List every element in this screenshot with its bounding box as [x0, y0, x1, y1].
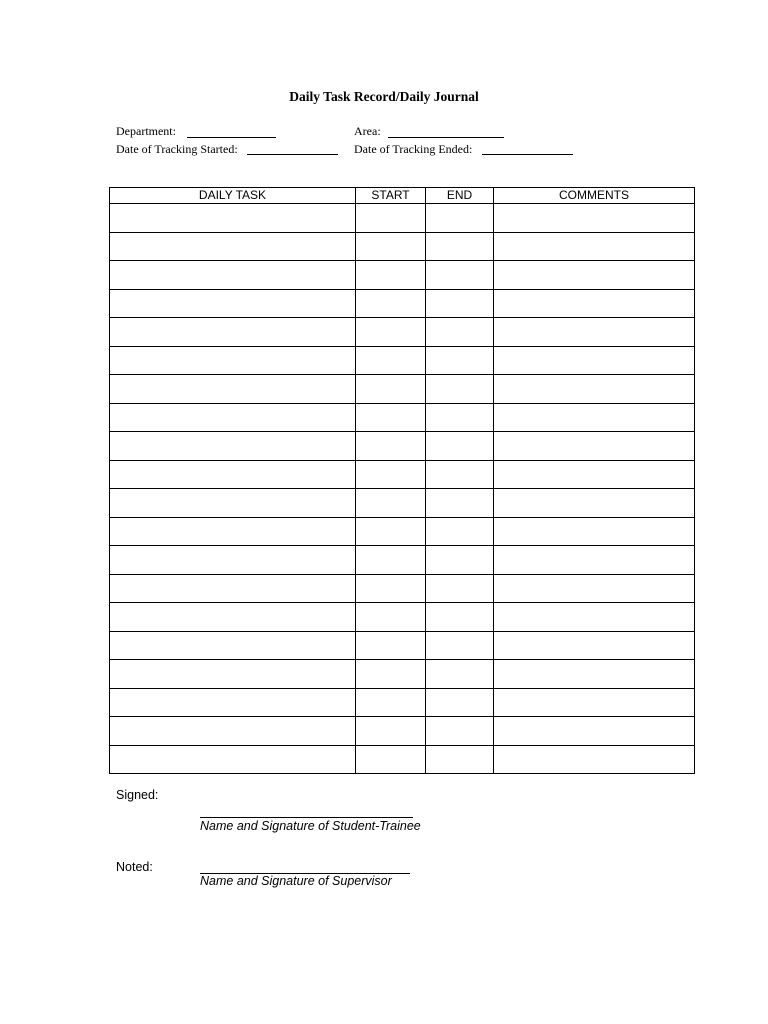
- date-ended-label: Date of Tracking Ended:: [354, 142, 473, 156]
- daily-task-cell[interactable]: [110, 289, 356, 318]
- table-row: [110, 660, 695, 689]
- start-cell[interactable]: [356, 489, 426, 518]
- start-cell[interactable]: [356, 660, 426, 689]
- comments-cell[interactable]: [494, 318, 695, 347]
- comments-cell[interactable]: [494, 232, 695, 261]
- end-cell[interactable]: [426, 517, 494, 546]
- table-header-row: [110, 188, 695, 204]
- daily-task-cell[interactable]: [110, 517, 356, 546]
- date-ended-field[interactable]: [482, 154, 573, 155]
- start-cell[interactable]: [356, 603, 426, 632]
- end-cell[interactable]: [426, 403, 494, 432]
- table-row: [110, 232, 695, 261]
- daily-task-cell[interactable]: [110, 375, 356, 404]
- table-row: [110, 403, 695, 432]
- start-cell[interactable]: [356, 688, 426, 717]
- end-cell[interactable]: [426, 204, 494, 233]
- daily-task-cell[interactable]: [110, 432, 356, 461]
- daily-task-cell[interactable]: [110, 460, 356, 489]
- table-row: [110, 603, 695, 632]
- end-cell[interactable]: [426, 232, 494, 261]
- table-row: [110, 517, 695, 546]
- comments-cell[interactable]: [494, 261, 695, 290]
- end-cell[interactable]: [426, 432, 494, 461]
- start-cell[interactable]: [356, 546, 426, 575]
- end-cell[interactable]: [426, 460, 494, 489]
- comments-cell[interactable]: [494, 660, 695, 689]
- table-row: [110, 204, 695, 233]
- student-signature-caption: Name and Signature of Student-Trainee: [200, 819, 421, 833]
- end-cell[interactable]: [426, 261, 494, 290]
- start-cell[interactable]: [356, 375, 426, 404]
- start-cell[interactable]: [356, 346, 426, 375]
- end-cell[interactable]: [426, 688, 494, 717]
- start-cell[interactable]: [356, 403, 426, 432]
- comments-cell[interactable]: [494, 688, 695, 717]
- area-field[interactable]: [388, 137, 504, 138]
- comments-cell[interactable]: [494, 574, 695, 603]
- comments-cell[interactable]: [494, 546, 695, 575]
- column-header-end: END: [426, 188, 494, 204]
- table-row: [110, 261, 695, 290]
- column-header-comments: COMMENTS: [494, 188, 695, 204]
- start-cell[interactable]: [356, 745, 426, 774]
- daily-task-cell[interactable]: [110, 546, 356, 575]
- department-field[interactable]: [187, 137, 276, 138]
- daily-task-cell[interactable]: [110, 261, 356, 290]
- column-header-start: START: [356, 188, 426, 204]
- supervisor-signature-caption: Name and Signature of Supervisor: [200, 874, 392, 888]
- comments-cell[interactable]: [494, 631, 695, 660]
- daily-task-cell[interactable]: [110, 574, 356, 603]
- daily-task-cell[interactable]: [110, 204, 356, 233]
- daily-task-cell[interactable]: [110, 745, 356, 774]
- start-cell[interactable]: [356, 432, 426, 461]
- start-cell[interactable]: [356, 517, 426, 546]
- comments-cell[interactable]: [494, 403, 695, 432]
- start-cell[interactable]: [356, 318, 426, 347]
- daily-task-cell[interactable]: [110, 660, 356, 689]
- table-row: [110, 631, 695, 660]
- end-cell[interactable]: [426, 631, 494, 660]
- comments-cell[interactable]: [494, 489, 695, 518]
- daily-task-cell[interactable]: [110, 489, 356, 518]
- daily-task-cell[interactable]: [110, 403, 356, 432]
- column-header-daily-task: DAILY TASK: [110, 188, 356, 204]
- table-row: [110, 574, 695, 603]
- end-cell[interactable]: [426, 717, 494, 746]
- area-label: Area:: [354, 124, 381, 138]
- table-row: [110, 375, 695, 404]
- start-cell[interactable]: [356, 204, 426, 233]
- noted-label: Noted:: [116, 860, 153, 874]
- comments-cell[interactable]: [494, 717, 695, 746]
- daily-task-cell[interactable]: [110, 688, 356, 717]
- start-cell[interactable]: [356, 261, 426, 290]
- department-label: Department:: [116, 124, 176, 138]
- task-table: [109, 187, 695, 774]
- comments-cell[interactable]: [494, 346, 695, 375]
- start-cell[interactable]: [356, 631, 426, 660]
- end-cell[interactable]: [426, 603, 494, 632]
- start-cell[interactable]: [356, 574, 426, 603]
- daily-task-cell[interactable]: [110, 346, 356, 375]
- student-signature-line[interactable]: [200, 817, 413, 818]
- end-cell[interactable]: [426, 574, 494, 603]
- table-row: [110, 318, 695, 347]
- table-row: [110, 346, 695, 375]
- end-cell[interactable]: [426, 745, 494, 774]
- comments-cell[interactable]: [494, 289, 695, 318]
- comments-cell[interactable]: [494, 432, 695, 461]
- start-cell[interactable]: [356, 289, 426, 318]
- table-row: [110, 289, 695, 318]
- document-title: Daily Task Record/Daily Journal: [289, 89, 479, 104]
- end-cell[interactable]: [426, 489, 494, 518]
- daily-task-cell[interactable]: [110, 603, 356, 632]
- comments-cell[interactable]: [494, 204, 695, 233]
- daily-task-cell[interactable]: [110, 318, 356, 347]
- end-cell[interactable]: [426, 375, 494, 404]
- comments-cell[interactable]: [494, 460, 695, 489]
- end-cell[interactable]: [426, 546, 494, 575]
- daily-task-cell[interactable]: [110, 232, 356, 261]
- daily-task-cell[interactable]: [110, 631, 356, 660]
- start-cell[interactable]: [356, 232, 426, 261]
- table-row: [110, 688, 695, 717]
- end-cell[interactable]: [426, 660, 494, 689]
- daily-task-cell[interactable]: [110, 717, 356, 746]
- end-cell[interactable]: [426, 346, 494, 375]
- table-row: [110, 717, 695, 746]
- table-row: [110, 432, 695, 461]
- table-row: [110, 460, 695, 489]
- table-row: [110, 745, 695, 774]
- table-body: [110, 204, 695, 774]
- comments-cell[interactable]: [494, 375, 695, 404]
- signed-label: Signed:: [116, 788, 159, 802]
- comments-cell[interactable]: [494, 603, 695, 632]
- start-cell[interactable]: [356, 717, 426, 746]
- comments-cell[interactable]: [494, 517, 695, 546]
- end-cell[interactable]: [426, 318, 494, 347]
- table-row: [110, 489, 695, 518]
- comments-cell[interactable]: [494, 745, 695, 774]
- start-cell[interactable]: [356, 460, 426, 489]
- end-cell[interactable]: [426, 289, 494, 318]
- table-row: [110, 546, 695, 575]
- date-started-field[interactable]: [247, 154, 338, 155]
- date-started-label: Date of Tracking Started:: [116, 142, 238, 156]
